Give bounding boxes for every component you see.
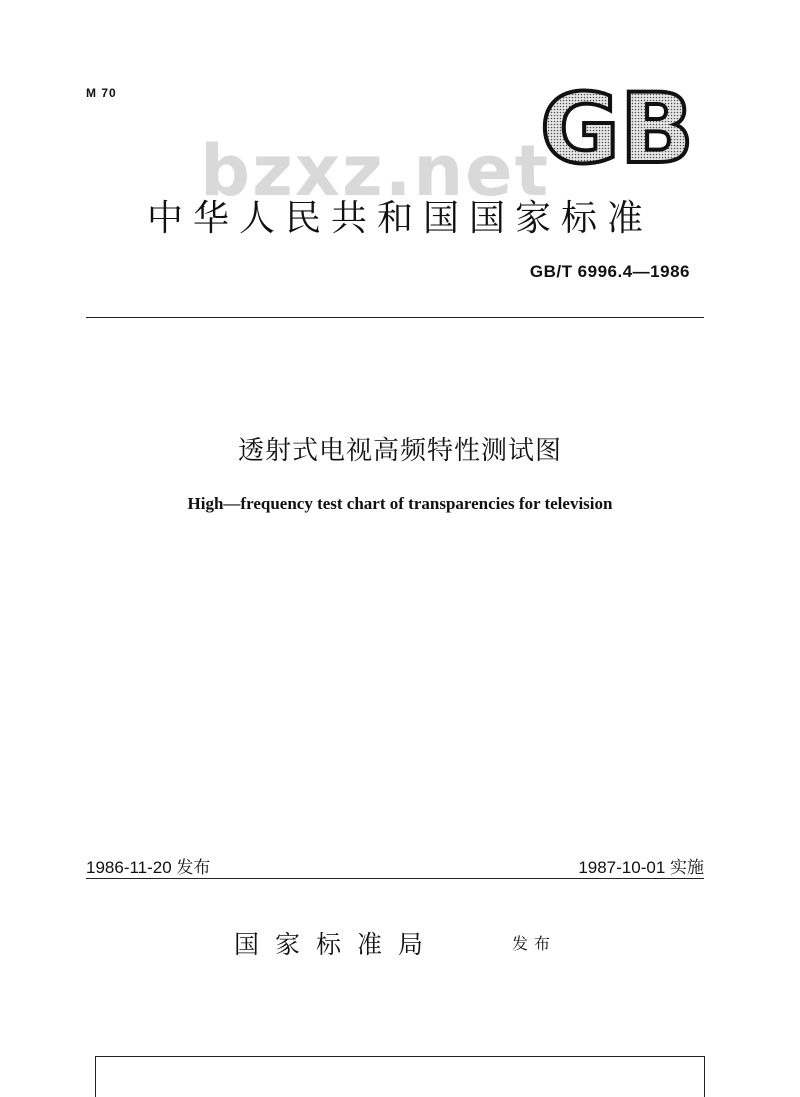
gb-logo <box>538 84 696 168</box>
issue-date: 1986-11-20 发布 <box>86 858 211 877</box>
divider-top <box>86 317 704 318</box>
classification-code: M 70 <box>86 86 117 100</box>
publisher-action: 发布 <box>512 934 557 953</box>
watermark: bzxz.net <box>200 130 551 212</box>
publisher-name: 国家标准局 <box>234 930 440 959</box>
divider-bottom <box>86 878 704 879</box>
document-title-en: High—frequency test chart of transparencies for television <box>187 494 613 513</box>
national-standard-title: 中华人民共和国国家标准 <box>146 198 653 239</box>
gb-logo-text: GB <box>540 84 694 168</box>
standard-number: GB/T 6996.4—1986 <box>529 262 690 281</box>
document-title-cn: 透射式电视高频特性测试图 <box>237 436 562 466</box>
implementation-date: 1987-10-01 实施 <box>578 858 704 877</box>
